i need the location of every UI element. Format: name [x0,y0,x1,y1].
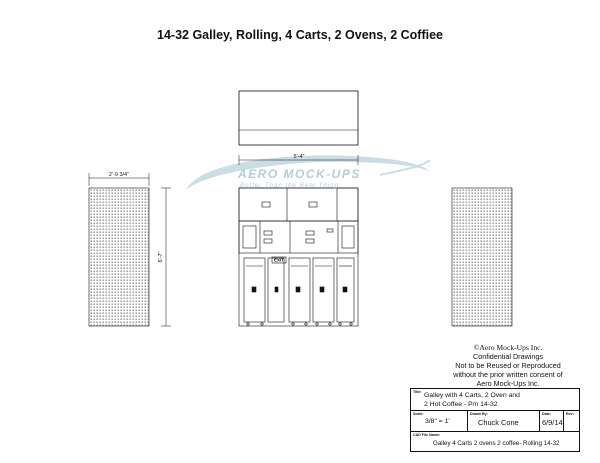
date-value: 6/9/14 [542,418,563,427]
copyright-line: ©Aero Mock-Ups Inc. [473,343,543,352]
title-block-title-row [411,389,579,411]
side-width-label: 2'-9 3/4" [108,172,130,178]
exit-label: EXIT [273,257,285,263]
title-block [410,388,580,452]
watermark-tagline: Better Than the Real Thing [240,182,339,189]
title-block-cad-row [411,432,579,451]
drawn-by-label: Drawn By: [470,412,488,416]
watermark-name: AERO MOCK-UPS [238,167,361,181]
cad-file-label: CAD File Name: [413,433,440,437]
top-view [239,91,358,145]
front-width-label: 5'-4" [293,154,305,160]
title-block-title-line-2: 2 Hot Coffee - P/n 14-32 [424,401,498,408]
front-elevation [239,188,358,326]
scale-value: 3/8" = 1' [425,418,450,425]
rev-label: Rev: [566,412,574,416]
confidential-notice [418,343,598,388]
height-label: 6'-7" [158,251,164,263]
title-block-drawn-cell [467,411,539,431]
title-block-info-row [411,411,579,432]
notice-line-2: Not to be Reused or Reproduced [455,361,561,370]
page-title: 14-32 Galley, Rolling, 4 Carts, 2 Ovens, 2 Coffiee [157,28,443,42]
drawn-by-value: Chuck Cone [478,418,519,427]
notice-line-4: Aero Mock-Ups Inc. [476,379,540,388]
notice-line-1: Confidential Drawings [473,352,543,361]
notice-line-3: without the prior written consent of [453,370,563,379]
title-block-title-line-1: Galley with 4 Carts, 2 Oven and [424,392,520,399]
title-block-rev-cell [563,411,579,431]
right-side-view [452,188,512,326]
scale-label: Scale: [413,412,424,416]
date-label: Date: [542,412,551,416]
left-side-view [89,172,171,326]
cad-file-value: Galley 4 Carts 2 ovens 2 coffee- Rolling 14-32 [433,440,560,447]
title-block-scale-cell [411,411,467,431]
title-block-title-label: Title: [413,390,422,394]
title-block-date-cell [539,411,563,431]
